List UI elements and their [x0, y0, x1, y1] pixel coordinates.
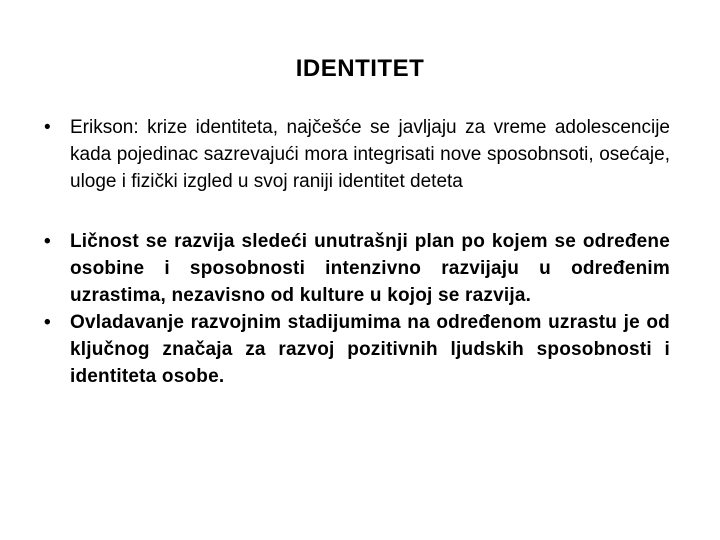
bullet-dot-icon: • [44, 231, 51, 252]
bullet-text: Ličnost se razvija sledeći unutrašnji plan po kojem se određene osobine i sposobnosti intenzivno razvijaju u određenim uzrastima, nezavisno od kulture u kojoj se razvija. [70, 231, 670, 306]
bullet-item-ovladavanje [44, 309, 670, 390]
bullet-dot-icon: • [44, 312, 51, 333]
bullet-item-licnost [44, 228, 670, 309]
bullet-item-erikson [44, 114, 670, 195]
bullet-text: Erikson: krize identiteta, najčešće se javljaju za vreme adolescencije kada pojedinac sazrevajući mora integrisati nove sposobnsoti, osećaje, uloge i fizički izgled u svoj raniji identitet deteta [70, 117, 670, 192]
bullet-dot-icon: • [44, 117, 51, 138]
bullet-list [44, 114, 670, 390]
slide-title: IDENTITET [295, 55, 425, 82]
bullet-text: Ovladavanje razvojnim stadijumima na određenom uzrastu je od ključnog značaja za razvoj pozitivnih ljudskih sposobnosti i identiteta osobe. [70, 312, 670, 387]
